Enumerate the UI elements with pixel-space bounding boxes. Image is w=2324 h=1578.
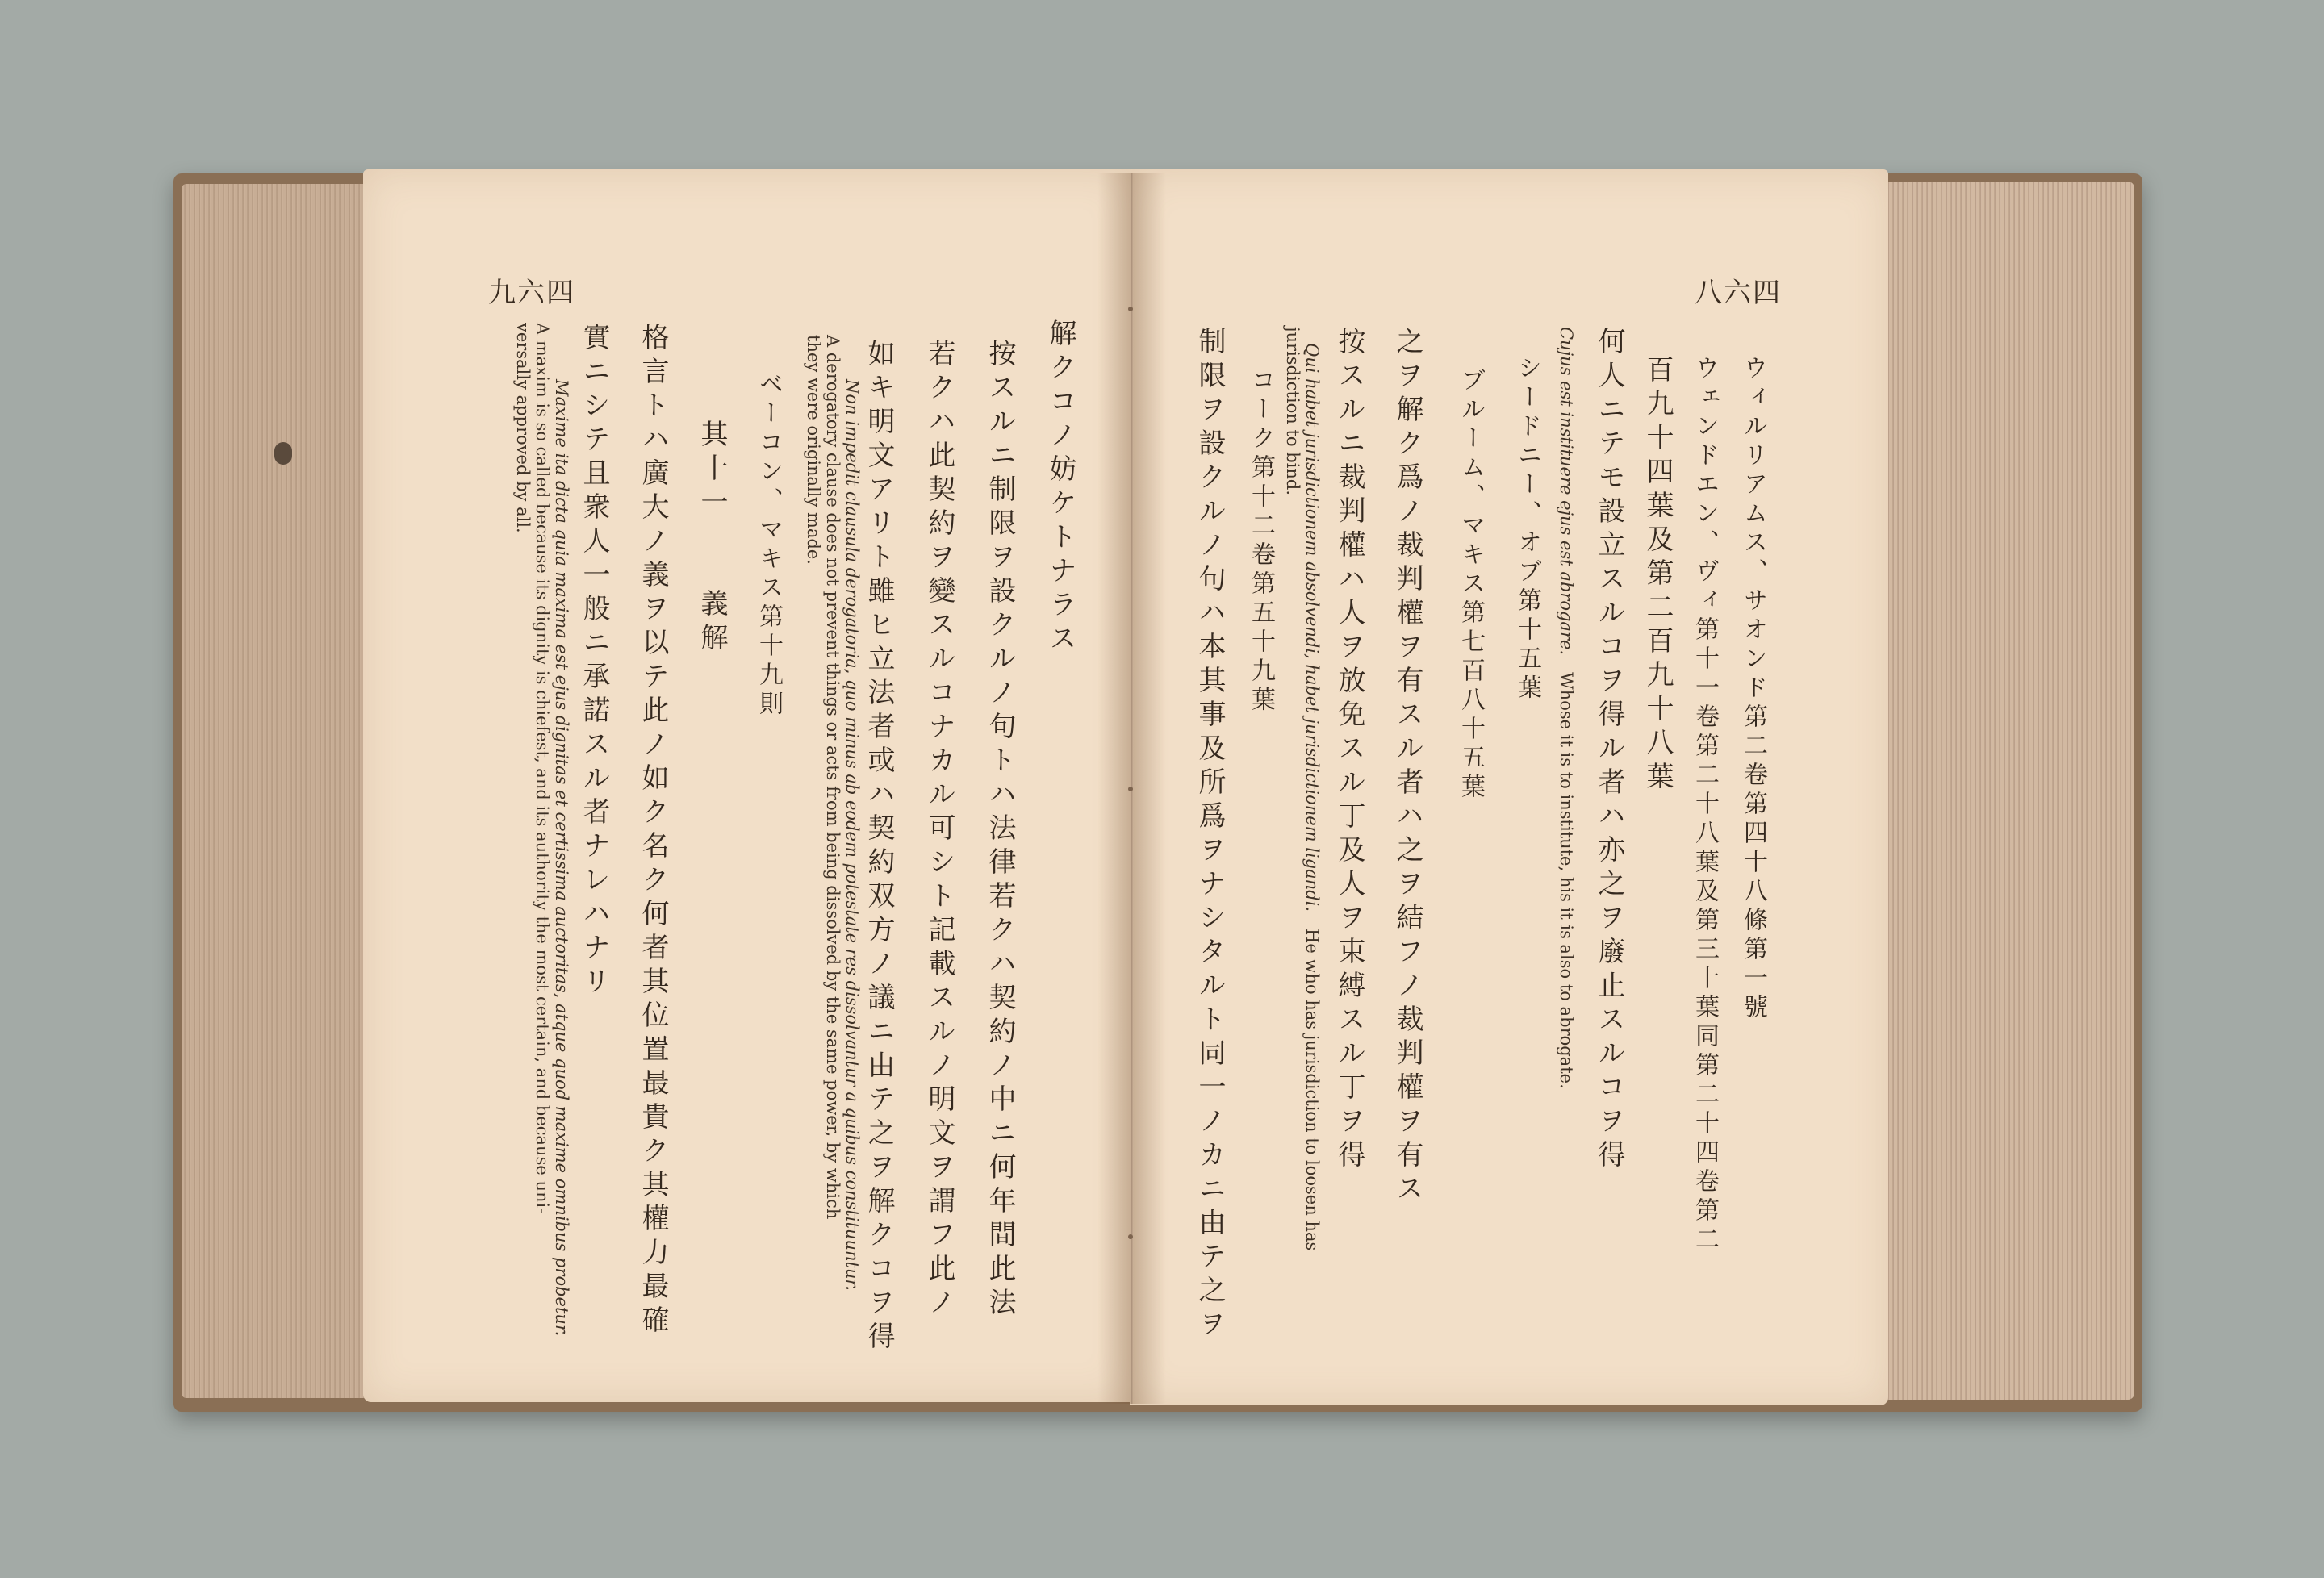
left-line-6: 其十一 義解	[696, 420, 728, 657]
right-line-5: シードニー、オブ第十五葉	[1513, 355, 1541, 703]
binding-stitch	[1128, 787, 1133, 791]
left-line-4: 如キ明文アリト雖ヒ立法者或ハ契約双方ノ議ニ由テ之ヲ解クコヲ得	[863, 339, 895, 1355]
right-line-8: 按スルニ裁判權ハ人ヲ放免スル丁及人ヲ束縛スル丁ヲ得	[1333, 327, 1365, 1174]
page-hole	[274, 442, 292, 465]
left-page-edges	[182, 184, 371, 1398]
right-line-3: 百九十四葉及第二百九十八葉	[1641, 355, 1674, 795]
right-line-1: ウィルリアムス、サオンド第二卷第四十八條第一號	[1739, 355, 1767, 1023]
right-line-9: コーク第十二卷第五十九葉	[1247, 367, 1275, 716]
left-line-8: 實ニシテ且衆人一般ニ承諾スル者ナレハナリ	[578, 323, 610, 1000]
left-line-1: 解クコノ妨ケトナラス	[1044, 319, 1076, 658]
left-latin-translation-1b: they were originally made.	[804, 335, 823, 566]
left-latin-translation-1a: A derogatory clause does not prevent things or acts from being dissolved by the same power, by which	[823, 335, 842, 1220]
right-line-4: 何人ニテモ設立スルコヲ得ル者ハ亦之ヲ廢止スルコヲ得	[1593, 327, 1625, 1174]
left-latin-maxim-1: Non impedit clausula derogatoria, quo minus ab eodem potestate res dissolvantur a quibus constituuntur.	[842, 379, 862, 1291]
right-line-2: ウェンドエン、ヴィ第十一卷第二十八葉及第三十葉同第二十四卷第二	[1691, 355, 1719, 1255]
right-latin-translation-2b: jurisdiction to bind.	[1283, 327, 1302, 496]
binding-stitch	[1128, 1234, 1133, 1239]
right-latin-maxim-1: Cujus est instituere ejus est abrogare.	[1557, 327, 1576, 656]
right-latin-maxim-2: Qui habet jurisdictionem absolvendi, habet jurisdictionem ligandi.	[1302, 343, 1322, 912]
right-latin-2a	[1303, 343, 1321, 1250]
left-line-7: 格言トハ廣大ノ義ヲ以テ此ノ如ク名ク何者其位置最貴ク其權力最確	[637, 323, 669, 1339]
left-line-5: ベーコン、マキス第十九則	[754, 371, 783, 720]
left-latin-maxim-2: Maxime ita dicta quia maxima est ejus dignitas et certissima auctoritas, atque quod maxime omnibus probetur.	[552, 379, 571, 1337]
left-latin-translation-2b: versally approved by all.	[513, 323, 533, 533]
left-latin-translation-2a: A maxim is so called because its dignity is chiefest, and its authority the most certain, and because uni-	[533, 323, 552, 1214]
left-line-2: 按スルニ制限ヲ設クルノ句トハ法律若クハ契約ノ中ニ何年間此法	[984, 339, 1016, 1321]
right-latin-translation-2a: He who has jurisdiction to loosen has	[1302, 929, 1322, 1251]
right-latin-translation-1: Whose it is to institute, his it is also to abrogate.	[1557, 672, 1576, 1089]
right-line-10: 制限ヲ設クルノ句ハ本其事及所爲ヲナシタルト同一ノカニ由テ之ヲ	[1193, 327, 1226, 1343]
right-line-7: 之ヲ解ク爲ノ裁判權ヲ有スル者ハ之ヲ結フノ裁判權ヲ有ス	[1391, 327, 1423, 1208]
left-folio: 九六四	[488, 277, 575, 309]
right-folio: 八六四	[1695, 277, 1782, 309]
right-line-6: ブルーム、マキス第七百八十五葉	[1457, 367, 1485, 803]
right-latin-1	[1557, 327, 1575, 1089]
left-line-3: 若クハ此契約ヲ變スルコナカル可シト記載スルノ明文ヲ謂フ此ノ	[923, 339, 955, 1321]
right-page-edges	[1880, 182, 2134, 1400]
binding-stitch	[1128, 307, 1133, 311]
